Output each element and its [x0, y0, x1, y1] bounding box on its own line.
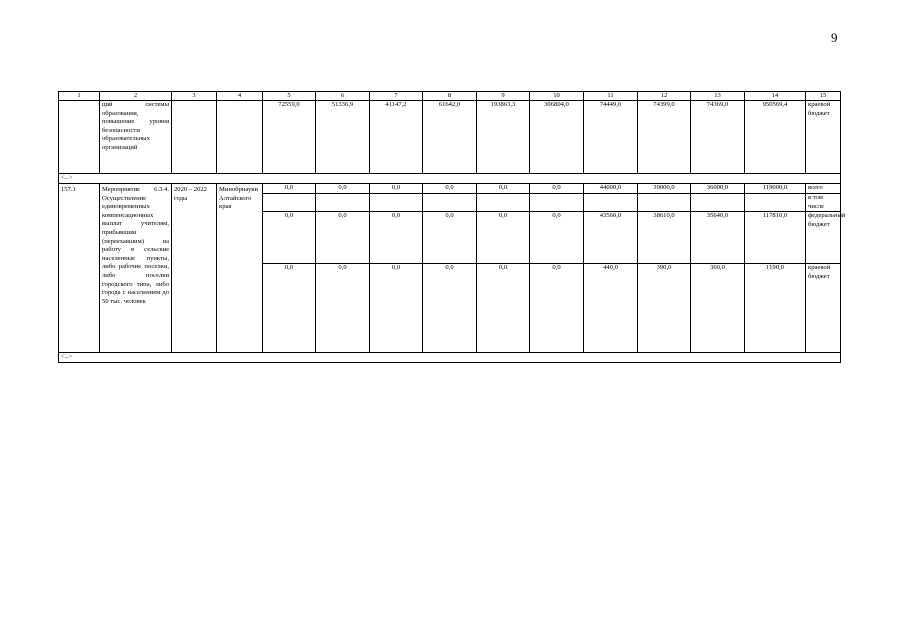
value-cell: 0,0	[530, 184, 584, 194]
column-header: 1	[59, 92, 100, 101]
value-cell: 0,0	[263, 264, 316, 353]
value-cell: 0,0	[370, 184, 423, 194]
value-cell: 0,0	[263, 212, 316, 264]
value-cell: 44000,0	[584, 184, 638, 194]
value-cell: 0,0	[477, 184, 530, 194]
period-cell: 2020 – 2022 годы	[172, 184, 217, 353]
value-cell: 61642,0	[423, 101, 477, 174]
value-cell	[316, 194, 370, 212]
executor-cell: Минобрнауки Алтайского края	[217, 184, 263, 353]
value-cell: 390,0	[638, 264, 691, 353]
column-header-row	[59, 92, 841, 101]
value-cell: 0,0	[370, 264, 423, 353]
executor-cell	[217, 101, 263, 174]
value-cell: 36000,0	[691, 184, 745, 194]
budget-table	[58, 91, 846, 363]
value-cell: 0,0	[316, 264, 370, 353]
source-cell: краевой бюджет	[806, 101, 841, 174]
description-cell: Мероприятие 6.3.4. Осуществление единовременных компенсационных выплат учителям, прибывшим (переехавшим) на работу в сельские населенные пункты, либо рабочие поселки, либо поселки городского типа, либо города с населением до 50 тыс. человек	[100, 184, 172, 353]
value-cell: 0,0	[530, 212, 584, 264]
value-cell: 119000,0	[745, 184, 806, 194]
value-cell: 0,0	[370, 212, 423, 264]
ellipsis-row	[59, 353, 841, 363]
value-cell	[477, 194, 530, 212]
value-cell	[584, 194, 638, 212]
column-header: 6	[316, 92, 370, 101]
ellipsis-cell: <...>	[59, 353, 841, 363]
row-number-cell: 157.1	[59, 184, 100, 353]
value-cell	[530, 194, 584, 212]
value-cell	[638, 194, 691, 212]
table-row	[59, 101, 841, 174]
source-cell: краевой бюджет	[806, 264, 841, 353]
column-header: 7	[370, 92, 423, 101]
value-cell: 0,0	[316, 212, 370, 264]
description-cell: ций системы образования, повышение уровня безопасности образовательных организаций	[100, 101, 172, 174]
period-cell	[172, 101, 217, 174]
value-cell: 0,0	[530, 264, 584, 353]
value-cell: 38610,0	[638, 212, 691, 264]
column-header: 9	[477, 92, 530, 101]
value-cell: 440,0	[584, 264, 638, 353]
value-cell: 306804,0	[530, 101, 584, 174]
value-cell: 0,0	[423, 184, 477, 194]
value-cell: 43560,0	[584, 212, 638, 264]
value-cell: 74449,0	[584, 101, 638, 174]
value-cell: 35640,0	[691, 212, 745, 264]
source-cell: в том числе	[806, 194, 841, 212]
value-cell: 74399,0	[638, 101, 691, 174]
value-cell: 39000,0	[638, 184, 691, 194]
column-header: 5	[263, 92, 316, 101]
value-cell: 0,0	[477, 212, 530, 264]
column-header: 4	[217, 92, 263, 101]
value-cell: 360,0	[691, 264, 745, 353]
value-cell	[263, 194, 316, 212]
column-header: 12	[638, 92, 691, 101]
value-cell: 950569,4	[745, 101, 806, 174]
column-header: 10	[530, 92, 584, 101]
column-header: 15	[806, 92, 841, 101]
column-header: 3	[172, 92, 217, 101]
ellipsis-row	[59, 174, 841, 184]
source-cell: федеральный бюджет	[806, 212, 841, 264]
column-header: 8	[423, 92, 477, 101]
column-header: 13	[691, 92, 745, 101]
column-header: 14	[745, 92, 806, 101]
value-cell	[691, 194, 745, 212]
value-cell: 0,0	[423, 264, 477, 353]
value-cell: 72559,0	[263, 101, 316, 174]
value-cell	[370, 194, 423, 212]
value-cell: 51336,9	[316, 101, 370, 174]
value-cell: 117810,0	[745, 212, 806, 264]
table-row	[59, 184, 841, 194]
value-cell: 0,0	[263, 184, 316, 194]
value-cell: 0,0	[477, 264, 530, 353]
value-cell: 74369,0	[691, 101, 745, 174]
ellipsis-cell: <...>	[59, 174, 841, 184]
value-cell: 0,0	[316, 184, 370, 194]
column-header: 11	[584, 92, 638, 101]
value-cell: 193863,3	[477, 101, 530, 174]
value-cell	[745, 194, 806, 212]
column-header: 2	[100, 92, 172, 101]
value-cell	[423, 194, 477, 212]
value-cell: 41147,2	[370, 101, 423, 174]
row-number-cell	[59, 101, 100, 174]
value-cell: 1190,0	[745, 264, 806, 353]
source-cell: всего	[806, 184, 841, 194]
page-number: 9	[831, 30, 838, 45]
value-cell: 0,0	[423, 212, 477, 264]
